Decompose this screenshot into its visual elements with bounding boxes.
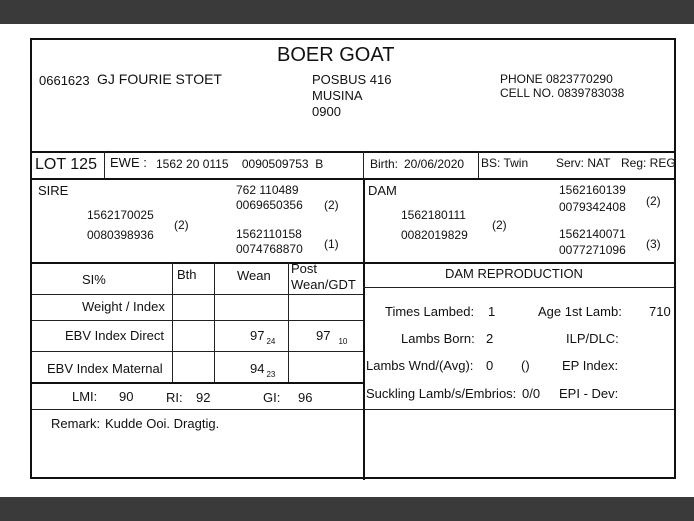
age-first-lamb-label: Age 1st Lamb: xyxy=(538,304,622,319)
divider-lot xyxy=(32,178,674,180)
dam-label: DAM xyxy=(368,183,397,198)
sire-sire-mark: (2) xyxy=(324,198,339,212)
ebv-maternal-wean xyxy=(250,361,275,379)
lot-divider-2 xyxy=(363,151,364,178)
ebv-direct-post-value: 97 xyxy=(316,328,331,343)
breeder-phone: PHONE 0823770290 xyxy=(500,72,613,86)
ebv-direct-post xyxy=(316,328,347,346)
reg-value: Reg: REG xyxy=(621,156,676,170)
breeder-cell: CELL NO. 0839783038 xyxy=(500,86,625,100)
top-border-band xyxy=(0,0,694,24)
dam-number: 0082019829 xyxy=(401,228,468,242)
lambs-born-value: 2 xyxy=(486,331,494,346)
divider-remark xyxy=(32,409,674,410)
sire-mark: (2) xyxy=(174,218,189,232)
sire-label: SIRE xyxy=(38,183,69,198)
ri-label: RI: xyxy=(166,390,183,405)
dam-sire-id: 1562160139 xyxy=(559,183,626,197)
times-lambed-value: 1 xyxy=(488,304,496,319)
ewe-value: 1562 20 0115 0090509753 B xyxy=(156,157,324,171)
ilp-dlc-label: ILP/DLC: xyxy=(566,331,619,346)
pedigree-divider xyxy=(363,178,365,262)
age-first-lamb-value: 710 xyxy=(649,304,671,319)
weight-index-label: Weight / Index xyxy=(82,299,165,314)
remark-value: Kudde Ooi. Dragtig. xyxy=(105,416,220,431)
sire-number: 0080398936 xyxy=(87,228,154,242)
ebv-maternal-label: EBV Index Maternal xyxy=(47,361,163,376)
si-right-divider xyxy=(363,262,365,480)
breeder-code: 0661623 xyxy=(39,73,90,88)
dam-id: 1562180111 xyxy=(401,208,466,222)
dam-dam-id: 1562140071 xyxy=(559,227,626,241)
lmi-label: LMI: xyxy=(72,389,98,404)
ebv-maternal-wean-subscript: 23 xyxy=(266,370,276,379)
times-lambed-label: Times Lambed: xyxy=(385,304,475,319)
dam-sire-number: 0079342408 xyxy=(559,200,626,214)
lot-label: LOT 125 xyxy=(35,156,97,173)
ebv-maternal-wean-value: 94 xyxy=(250,361,265,376)
ep-index-label: EP Index: xyxy=(562,358,619,373)
breeder-address-line1: POSBUS 416 xyxy=(312,72,392,87)
serv-value: Serv: NAT xyxy=(556,156,611,170)
lot-divider-3 xyxy=(478,151,479,178)
gi-label: GI: xyxy=(263,390,281,405)
divider-header xyxy=(32,151,674,153)
ebv-direct-wean xyxy=(250,328,275,346)
suckling-label: Suckling Lamb/s/Embrios: xyxy=(366,386,517,401)
lambs-weaned-value: 0 xyxy=(486,358,494,373)
ri-value: 92 xyxy=(196,390,211,405)
breeder-name: GJ FOURIE STOET xyxy=(97,71,222,87)
si-row-line-1 xyxy=(32,294,363,295)
lambs-weaned-label: Lambs Wnd/(Avg): xyxy=(366,358,474,373)
birth-value: 20/06/2020 xyxy=(404,157,465,171)
ebv-direct-wean-subscript: 24 xyxy=(266,337,276,346)
sire-dam-mark: (1) xyxy=(324,237,339,251)
wean-header: Wean xyxy=(237,268,271,283)
remark-label: Remark: xyxy=(51,416,101,431)
bottom-border-band xyxy=(0,497,694,521)
goat-record-card xyxy=(30,38,676,479)
dam-dam-mark: (3) xyxy=(646,237,661,251)
dam-repro-title-line xyxy=(363,287,674,288)
bth-header: Bth xyxy=(177,267,197,282)
post-header-line2: Wean/GDT xyxy=(291,277,356,292)
breeder-address-line2: MUSINA xyxy=(312,88,363,103)
dam-dam-number: 0077271096 xyxy=(559,243,626,257)
ewe-label: EWE : xyxy=(110,155,147,170)
sire-dam-number: 0074768870 xyxy=(236,242,303,256)
lmi-value: 90 xyxy=(119,389,134,404)
dam-sire-mark: (2) xyxy=(646,194,661,208)
si-row-line-2 xyxy=(32,320,363,321)
post-header-line1: Post xyxy=(291,261,318,276)
epi-dev-label: EPI - Dev: xyxy=(559,386,619,401)
sire-sire-id: 762 110489 xyxy=(236,183,299,197)
dam-mark: (2) xyxy=(492,218,507,232)
ebv-direct-wean-value: 97 xyxy=(250,328,265,343)
sire-id: 1562170025 xyxy=(87,208,154,222)
ebv-direct-label: EBV Index Direct xyxy=(65,328,164,343)
lot-divider-1 xyxy=(104,151,105,178)
dam-repro-title: DAM REPRODUCTION xyxy=(445,266,583,281)
gi-value: 96 xyxy=(298,390,313,405)
si-row-line-4 xyxy=(32,382,363,384)
si-col-1 xyxy=(172,262,173,382)
sire-dam-id: 1562110158 xyxy=(236,227,302,241)
si-col-3 xyxy=(288,262,289,382)
sire-sire-number: 0069650356 xyxy=(236,198,303,212)
card-title: BOER GOAT xyxy=(277,44,395,66)
breeder-address-line3: 0900 xyxy=(312,104,341,119)
suckling-value: 0/0 xyxy=(522,386,541,401)
divider-pedigree xyxy=(32,262,674,264)
birth-label: Birth: xyxy=(370,157,399,171)
ebv-direct-post-subscript: 10 xyxy=(338,337,348,346)
bs-value: BS: Twin xyxy=(481,156,529,170)
si-col-2 xyxy=(214,262,215,382)
lambs-born-label: Lambs Born: xyxy=(401,331,475,346)
si-row-line-3 xyxy=(32,351,363,352)
lambs-weaned-avg: () xyxy=(521,358,530,373)
si-header: SI% xyxy=(82,272,106,287)
